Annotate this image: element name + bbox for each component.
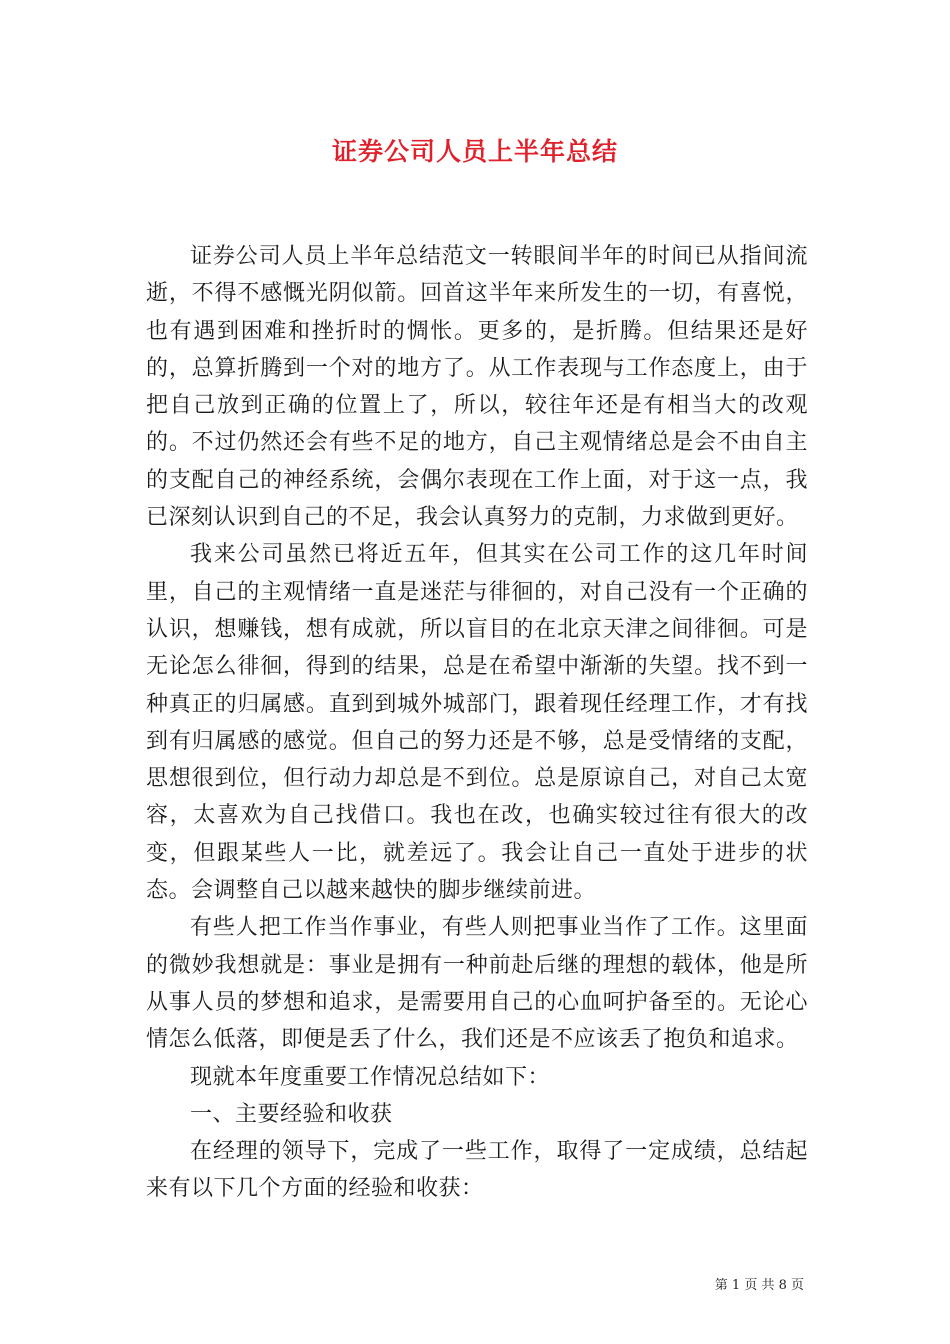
page-number: 第 1 页 共 8 页 (714, 1278, 804, 1293)
paragraph-section-1: 在经理的领导下，完成了一些工作，取得了一定成绩，总结起来有以下几个方面的经验和收获： (146, 1139, 808, 1202)
section-heading-1: 一、主要经验和收获 (190, 1101, 393, 1127)
document-body (146, 238, 808, 1208)
paragraph-intro: 证券公司人员上半年总结范文一转眼间半年的时间已从指间流逝，不得不感慨光阴似箭。回首这半年来所发生的一切，有喜悦，也有遇到困难和挫折时的惆怅。更多的，是折腾。但结果还是好的，总算折腾到一个对的地方了。从工作表现与工作态度上，由于把自己放到正确的位置上了，所以，较往年还是有相当大的改观的。不过仍然还会有些不足的地方，自己主观情绪总是会不由自主的支配自己的神经系统，会偶尔表现在工作上面，对于这一点，我已深刻认识到自己的不足，我会认真努力的克制，力求做到更好。 (146, 244, 808, 531)
paragraph-experience: 我来公司虽然已将近五年，但其实在公司工作的这几年时间里，自己的主观情绪一直是迷茫与徘徊的，对自己没有一个正确的认识，想赚钱，想有成就，所以盲目的在北京天津之间徘徊。可是无论怎么徘徊，得到的结果，总是在希望中渐渐的失望。找不到一种真正的归属感。直到到城外城部门，跟着现任经理工作，才有找到有归属感的感觉。但自己的努力还是不够，总是受情绪的支配，思想很到位，但行动力却总是不到位。总是原谅自己，对自己太宽容，太喜欢为自己找借口。我也在改，也确实较过往有很大的改变，但跟某些人一比，就差远了。我会让自己一直处于进步的状态。会调整自己以越来越快的脚步继续前进。 (146, 542, 808, 904)
paragraph-summary-lead: 现就本年度重要工作情况总结如下： (190, 1064, 551, 1090)
paragraph-career: 有些人把工作当作事业，有些人则把事业当作了工作。这里面的微妙我想就是：事业是拥有一种前赴后继的理想的载体，他是所从事人员的梦想和追求，是需要用自己的心血呵护备至的。无论心情怎么低落，即便是丢了什么，我们还是不应该丢了抱负和追求。 (146, 915, 808, 1053)
page-title: 证券公司人员上半年总结 (331, 137, 618, 166)
